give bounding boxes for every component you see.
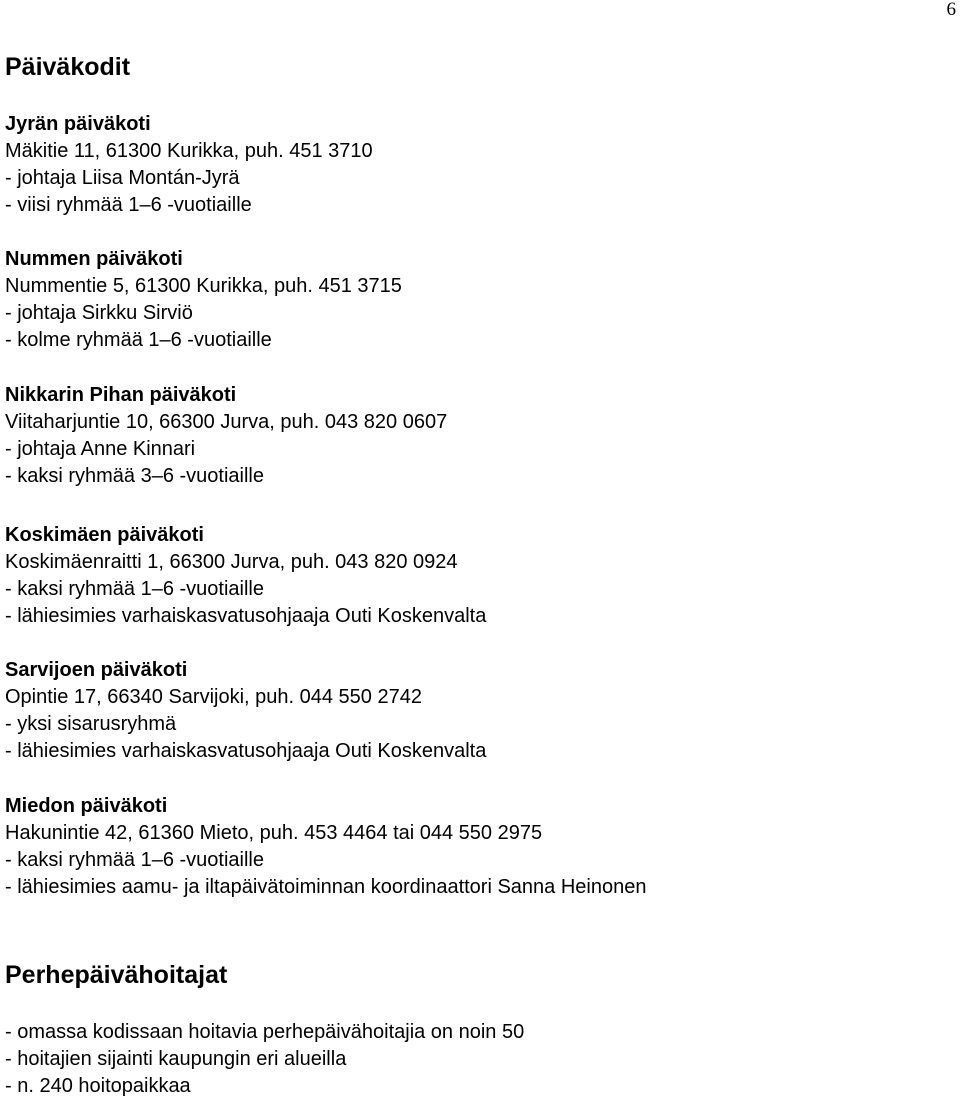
daycare-entry bbox=[5, 657, 486, 765]
daycare-address: Mäkitie 11, 61300 Kurikka, puh. 451 3710 bbox=[5, 140, 373, 162]
daycare-address: Nummentie 5, 61300 Kurikka, puh. 451 3715 bbox=[5, 275, 402, 297]
daycare-name: Nummen päiväkoti bbox=[5, 248, 183, 270]
family-daycare-list bbox=[5, 1019, 524, 1100]
daycare-name: Sarvijoen päiväkoti bbox=[5, 659, 188, 681]
daycare-address: Opintie 17, 66340 Sarvijoki, puh. 044 550 2742 bbox=[5, 686, 422, 708]
daycare-detail: - kaksi ryhmää 3–6 -vuotiaille bbox=[5, 465, 264, 487]
daycare-detail: - yksi sisarusryhmä bbox=[5, 713, 177, 735]
daycare-entry bbox=[5, 382, 447, 490]
daycare-entry bbox=[5, 246, 402, 354]
list-item: - n. 240 hoitopaikkaa bbox=[5, 1075, 191, 1097]
daycare-detail: - kolme ryhmää 1–6 -vuotiaille bbox=[5, 329, 272, 351]
daycare-entry bbox=[5, 793, 646, 901]
daycare-name: Koskimäen päiväkoti bbox=[5, 524, 204, 546]
daycare-entry bbox=[5, 111, 373, 219]
daycare-detail: - johtaja Sirkku Sirviö bbox=[5, 302, 193, 324]
daycare-detail: - kaksi ryhmää 1–6 -vuotiaille bbox=[5, 578, 264, 600]
daycare-detail: - lähiesimies aamu- ja iltapäivätoiminnan koordinaattori Sanna Heinonen bbox=[5, 876, 647, 898]
daycare-detail: - lähiesimies varhaiskasvatusohjaaja Outi Koskenvalta bbox=[5, 740, 487, 762]
list-item: - hoitajien sijainti kaupungin eri alueilla bbox=[5, 1048, 347, 1070]
daycare-name: Miedon päiväkoti bbox=[5, 795, 168, 817]
daycare-detail: - lähiesimies varhaiskasvatusohjaaja Outi Koskenvalta bbox=[5, 605, 487, 627]
daycare-address: Hakunintie 42, 61360 Mieto, puh. 453 4464 tai 044 550 2975 bbox=[5, 822, 543, 844]
daycare-detail: - kaksi ryhmää 1–6 -vuotiaille bbox=[5, 849, 264, 871]
list-item: - omassa kodissaan hoitavia perhepäivähoitajia on noin 50 bbox=[5, 1021, 525, 1043]
section-title-daycare: Päiväkodit bbox=[5, 53, 131, 81]
daycare-entry bbox=[5, 522, 486, 630]
daycare-detail: - johtaja Anne Kinnari bbox=[5, 438, 196, 460]
section-title-family-daycare: Perhepäivähoitajat bbox=[5, 961, 228, 989]
daycare-detail: - viisi ryhmää 1–6 -vuotiaille bbox=[5, 194, 252, 216]
page-number: 6 bbox=[946, 0, 956, 20]
daycare-address: Viitaharjuntie 10, 66300 Jurva, puh. 043 820 0607 bbox=[5, 411, 448, 433]
daycare-detail: - johtaja Liisa Montán-Jyrä bbox=[5, 167, 240, 189]
daycare-name: Jyrän päiväkoti bbox=[5, 113, 151, 135]
daycare-address: Koskimäenraitti 1, 66300 Jurva, puh. 043 820 0924 bbox=[5, 551, 458, 573]
daycare-name: Nikkarin Pihan päiväkoti bbox=[5, 384, 237, 406]
